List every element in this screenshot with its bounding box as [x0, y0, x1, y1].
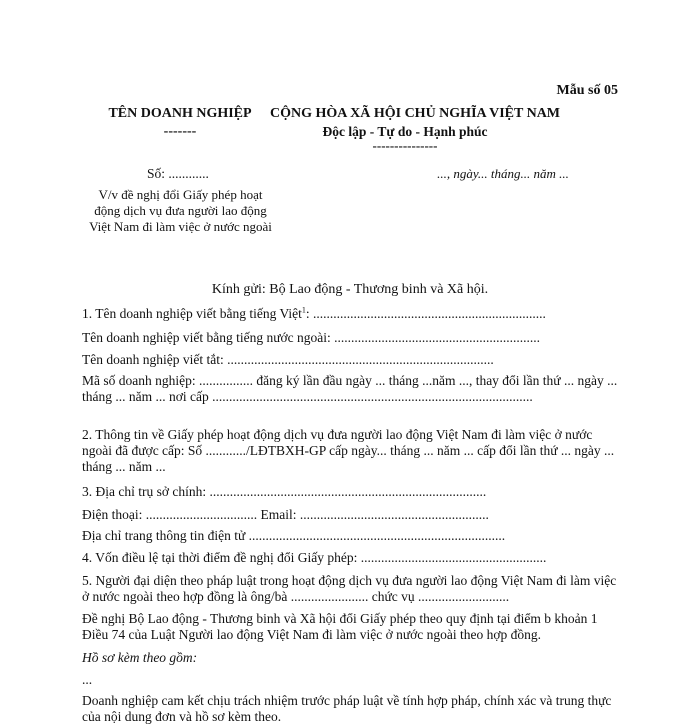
field-1-dots: : .....................................................................	[305, 306, 546, 321]
attachments-ellipsis: ...	[82, 672, 93, 687]
nation-motto: Độc lập - Tự do - Hạnh phúc	[322, 124, 488, 139]
motto-divider: ---------------	[372, 138, 438, 153]
commitment-paragraph: Doanh nghiệp cam kết chịu trách nhiệm trước pháp luật về tính hợp pháp, chính xác và trung thực của nội dung đơn và hồ sơ kèm theo.	[82, 693, 612, 724]
request-paragraph: Đề nghị Bộ Lao động - Thương binh và Xã hội đổi Giấy phép theo quy định tại điểm b khoản 1 Điều 74 của Luật Người lao động Việt Nam đi làm việc ở nước ngoài theo hợp đồng.	[82, 611, 598, 642]
attachments-heading: Hồ sơ kèm theo gồm:	[82, 650, 198, 665]
field-5-legal-representative: 5. Người đại diện theo pháp luật trong hoạt động dịch vụ đưa người lao động Việt Nam đi làm việc ở nước ngoài theo hợp đồng là ông/bà ....................... chức vụ ...........................	[82, 573, 617, 604]
recipient-line: Kính gửi: Bộ Lao động - Thương binh và Xã hội.	[211, 282, 489, 297]
field-3-phone-email: Điện thoại: ................................. Email: ........................................................	[82, 507, 489, 522]
field-1-enterprise-code: Mã số doanh nghiệp: ................ đăng ký lần đầu ngày ... tháng ...năm ..., thay đổi lần thứ ... ngày ... tháng ... năm ... nơi cấp ...............................................................................................	[82, 373, 618, 404]
field-3-address: 3. Địa chỉ trụ sở chính: ..................................................................................	[82, 484, 487, 499]
field-1-foreign-name: Tên doanh nghiệp viết bằng tiếng nước ngoài: .............................................................	[82, 330, 541, 345]
form-code: Mẫu số 05	[556, 83, 618, 98]
footnote-marker: 1	[301, 305, 306, 315]
field-1-vietnamese-name	[82, 306, 546, 322]
field-2-license-info: 2. Thông tin về Giấy phép hoạt động dịch vụ đưa người lao động Việt Nam đi làm việc ở nước ngoài đã được cấp: Số ............/LĐTBXH-GP cấp ngày... tháng ... năm ... cấp đổi lần thứ ... ngày ... tháng ... năm ...	[82, 427, 615, 474]
field-1-label: 1. Tên doanh nghiệp viết bằng tiếng Việt	[82, 306, 302, 321]
nation-title: CỘNG HÒA XÃ HỘI CHỦ NGHĨA VIỆT NAM	[270, 106, 561, 121]
date-line: ..., ngày... tháng... năm ...	[437, 166, 569, 181]
document-subject: V/v đề nghị đổi Giấy phép hoạt động dịch vụ đưa người lao động Việt Nam đi làm việc ở nước ngoài	[89, 187, 272, 234]
company-divider: -------	[163, 124, 197, 139]
field-4-charter-capital: 4. Vốn điều lệ tại thời điểm đề nghị đổi Giấy phép: .......................................................	[82, 550, 547, 565]
field-3-website: Địa chỉ trang thông tin điện tử ............................................................................	[82, 528, 506, 543]
field-1-short-name: Tên doanh nghiệp viết tắt: ...............................................................................	[82, 352, 494, 367]
document-number: Số: ............	[147, 166, 209, 181]
company-name: TÊN DOANH NGHIỆP	[108, 106, 252, 121]
